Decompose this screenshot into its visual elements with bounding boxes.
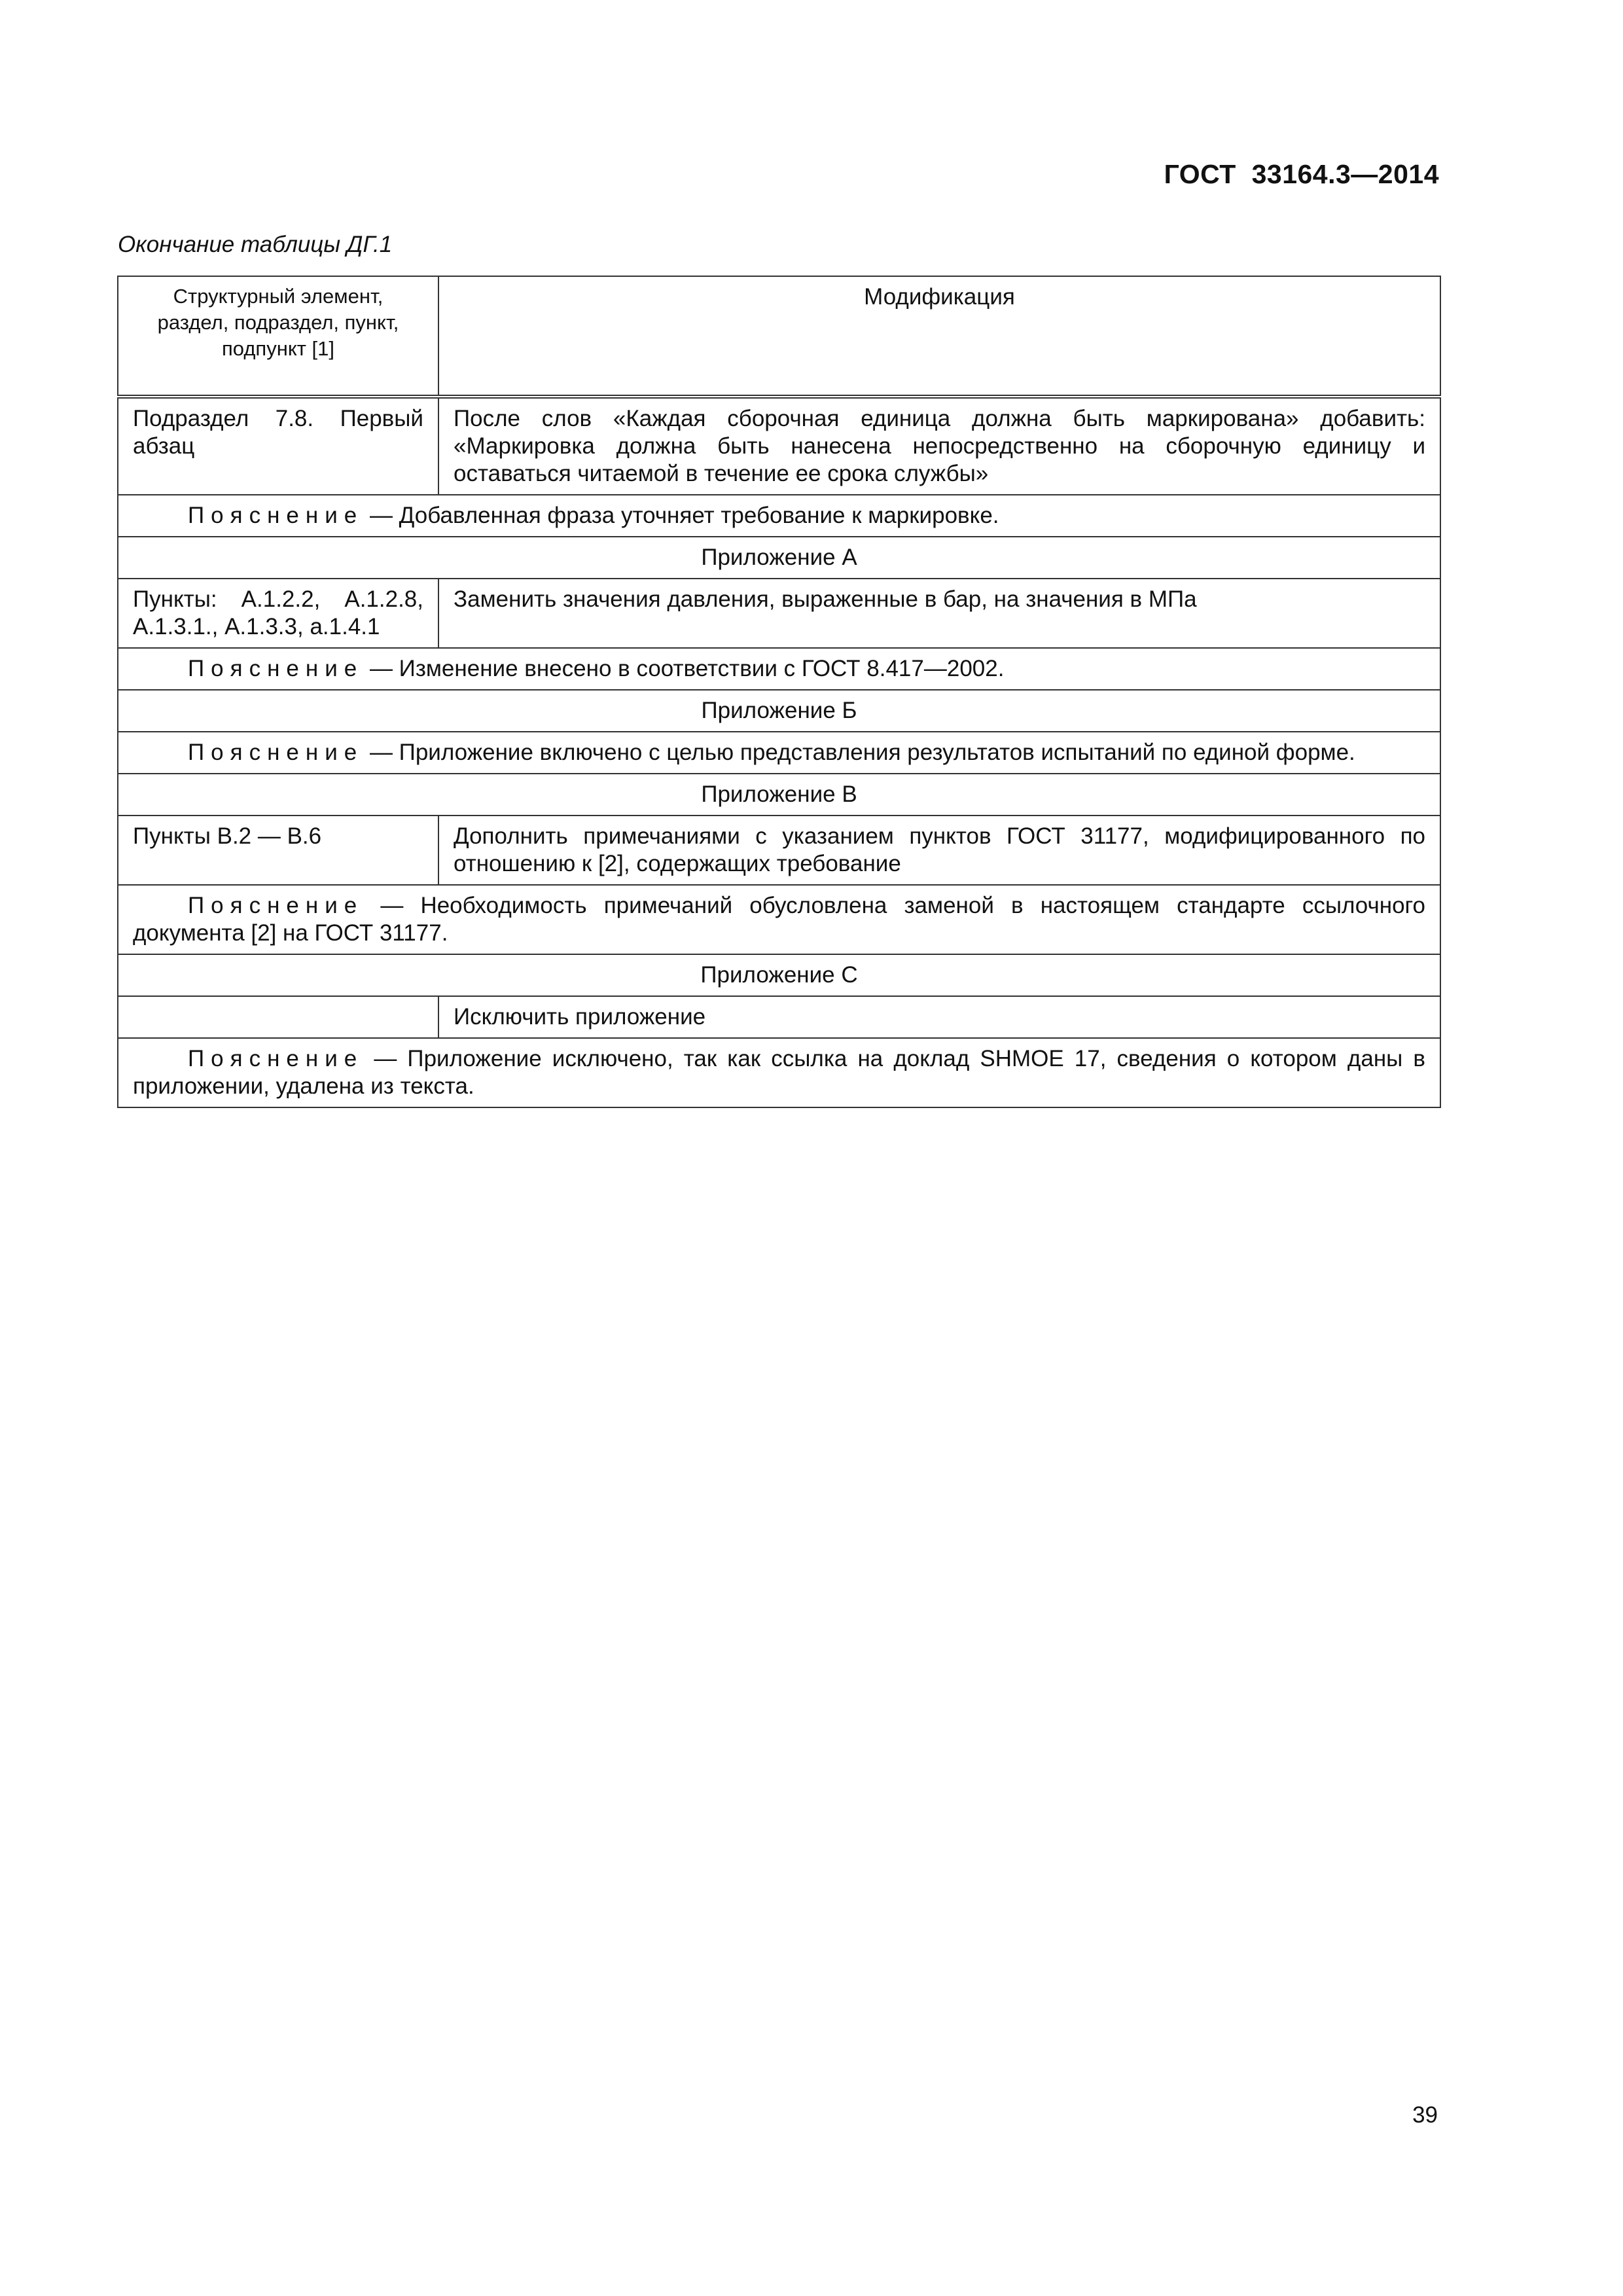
element-cell: Пункты: А.1.2.2, А.1.2.8, А.1.3.1., А.1.3.3, а.1.4.1: [118, 579, 438, 648]
section-title: Приложение В: [118, 774, 1440, 816]
section-title: Приложение А: [118, 537, 1440, 579]
section-title: Приложение С: [118, 954, 1440, 996]
explanation-label: Пояснение: [188, 1046, 364, 1071]
explanation-row: [118, 648, 1440, 690]
modification-cell: Дополнить примечаниями с указанием пунктов ГОСТ 31177, модифицированного по отношению к [2], содержащих требование: [438, 816, 1440, 885]
explanation-label: Пояснение: [188, 503, 364, 528]
element-cell: Пункты В.2 — В.6: [118, 816, 438, 885]
explanation-label: Пояснение: [188, 740, 364, 765]
explanation-text: — Приложение исключено, так как ссылка на доклад SHMOE 17, сведения о котором даны в приложении, удалена из текста.: [133, 1046, 1425, 1099]
element-cell: [118, 996, 438, 1038]
table-caption: Окончание таблицы ДГ.1: [118, 232, 393, 257]
modifications-table: [117, 276, 1441, 1108]
explanation-label: Пояснение: [188, 893, 364, 918]
explanation-text: — Изменение внесено в соответствии с ГОСТ 8.417—2002.: [363, 656, 1005, 681]
explanation-text: — Необходимость примечаний обусловлена заменой в настоящем стандарте ссылочного документа [2] на ГОСТ 31177.: [133, 893, 1425, 946]
table-row: [118, 996, 1440, 1038]
column-header-element: Структурный элемент, раздел, подраздел, пункт, подпункт [1]: [118, 276, 438, 397]
explanation-row: [118, 732, 1440, 774]
section-row: [118, 690, 1440, 732]
section-row: [118, 537, 1440, 579]
table-header-row: [118, 276, 1440, 397]
page-number: 39: [1412, 2102, 1438, 2128]
section-row: [118, 954, 1440, 996]
explanation-row: [118, 1038, 1440, 1107]
modification-cell: Исключить приложение: [438, 996, 1440, 1038]
explanation-cell: [118, 648, 1440, 690]
explanation-cell: [118, 732, 1440, 774]
table-row: [118, 397, 1440, 495]
explanation-row: [118, 495, 1440, 537]
table-row: [118, 816, 1440, 885]
column-header-modification: Модификация: [438, 276, 1440, 397]
explanation-cell: [118, 495, 1440, 537]
document-code-header: ГОСТ 33164.3—2014: [1164, 159, 1439, 189]
element-cell: Подраздел 7.8. Первый абзац: [118, 397, 438, 495]
explanation-row: [118, 885, 1440, 954]
table-row: [118, 579, 1440, 648]
modification-cell: После слов «Каждая сборочная единица должна быть маркирована» добавить: «Маркировка должна быть нанесена непосредственно на сборочную единицу и оставаться читаемой в течение ее срока службы»: [438, 397, 1440, 495]
modification-cell: Заменить значения давления, выраженные в бар, на значения в МПа: [438, 579, 1440, 648]
explanation-cell: [118, 885, 1440, 954]
explanation-label: Пояснение: [188, 656, 364, 681]
explanation-cell: [118, 1038, 1440, 1107]
explanation-text: — Добавленная фраза уточняет требование к маркировке.: [363, 503, 999, 528]
section-row: [118, 774, 1440, 816]
explanation-text: — Приложение включено с целью представления результатов испытаний по единой форме.: [363, 740, 1355, 765]
section-title: Приложение Б: [118, 690, 1440, 732]
